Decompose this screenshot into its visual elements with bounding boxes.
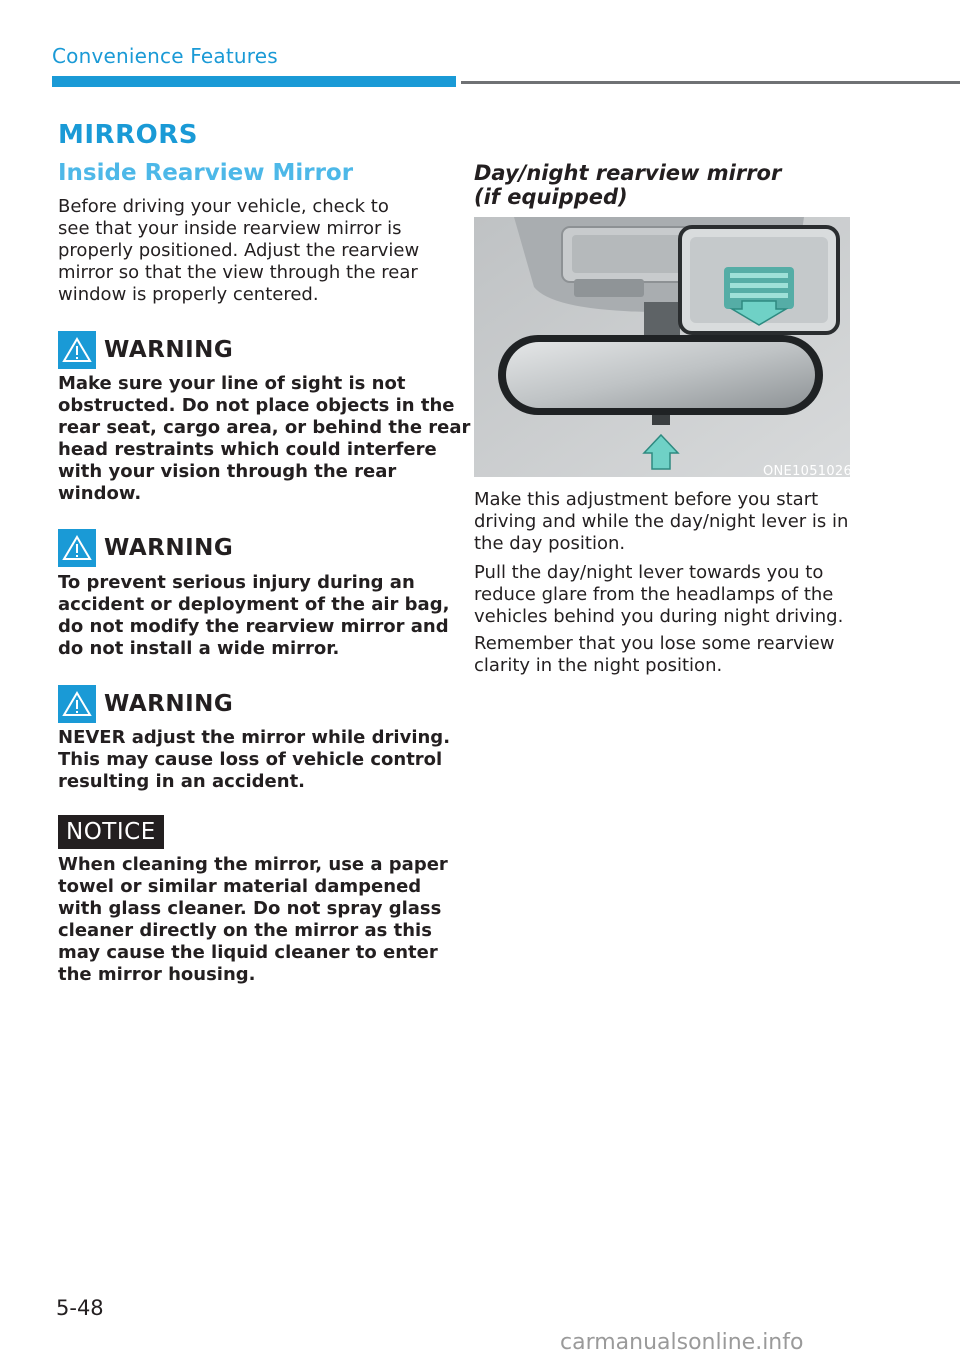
warning-triangle-icon [58,685,96,723]
warning-text-1: Make sure your line of sight is not obstructed. Do not place objects in the rear seat, cargo area, or behind the rear head restraints which could interfere with your vision through the rear window. [58,373,471,504]
warning-heading-1 [58,331,233,369]
warning-label: WARNING [104,535,234,561]
warning-triangle-icon [58,529,96,567]
subsection-title: Inside Rearview Mirror [58,160,354,186]
warning-heading-3 [58,685,233,723]
notice-label: NOTICE [58,815,164,849]
image-code: ONE1051026 [763,464,853,479]
page-number: 5-48 [56,1296,104,1320]
warning-text-2: To prevent serious injury during an accident or deployment of the air bag, do not modify the rearview mirror and do not install a wide mirror. [58,572,450,659]
right-paragraph-3: Remember that you lose some rearview clarity in the night position. [474,633,835,676]
warning-text-3: NEVER adjust the mirror while driving. This may cause loss of vehicle control resulting in an accident. [58,727,451,792]
warning-label: WARNING [104,691,234,717]
day-night-mirror-title: Day/night rearview mirror (if equipped) [474,161,782,209]
rearview-mirror-illustration [474,217,853,479]
notice-text: When cleaning the mirror, use a paper towel or similar material dampened with glass cleaner. Do not spray glass cleaner directly on the mirror as this may cause the liquid cleaner to enter the mirror housing. [58,854,448,985]
intro-paragraph: Before driving your vehicle, check to see that your inside rearview mirror is properly positioned. Adjust the rearview mirror so that the view through the rear window is properly centered. [58,196,420,305]
right-paragraph-2: Pull the day/night lever towards you to reduce glare from the headlamps of the vehicles behind you during night driving. [474,562,844,627]
watermark: carmanualsonline.info [560,1330,804,1355]
warning-heading-2 [58,529,233,567]
right-paragraph-1: Make this adjustment before you start driving and while the day/night lever is in the day position. [474,489,849,554]
header-rule-gray [461,81,960,84]
header-rule-accent [52,76,456,87]
running-header: Convenience Features [52,44,278,68]
section-title: MIRRORS [58,120,198,150]
warning-label: WARNING [104,337,234,363]
warning-triangle-icon [58,331,96,369]
